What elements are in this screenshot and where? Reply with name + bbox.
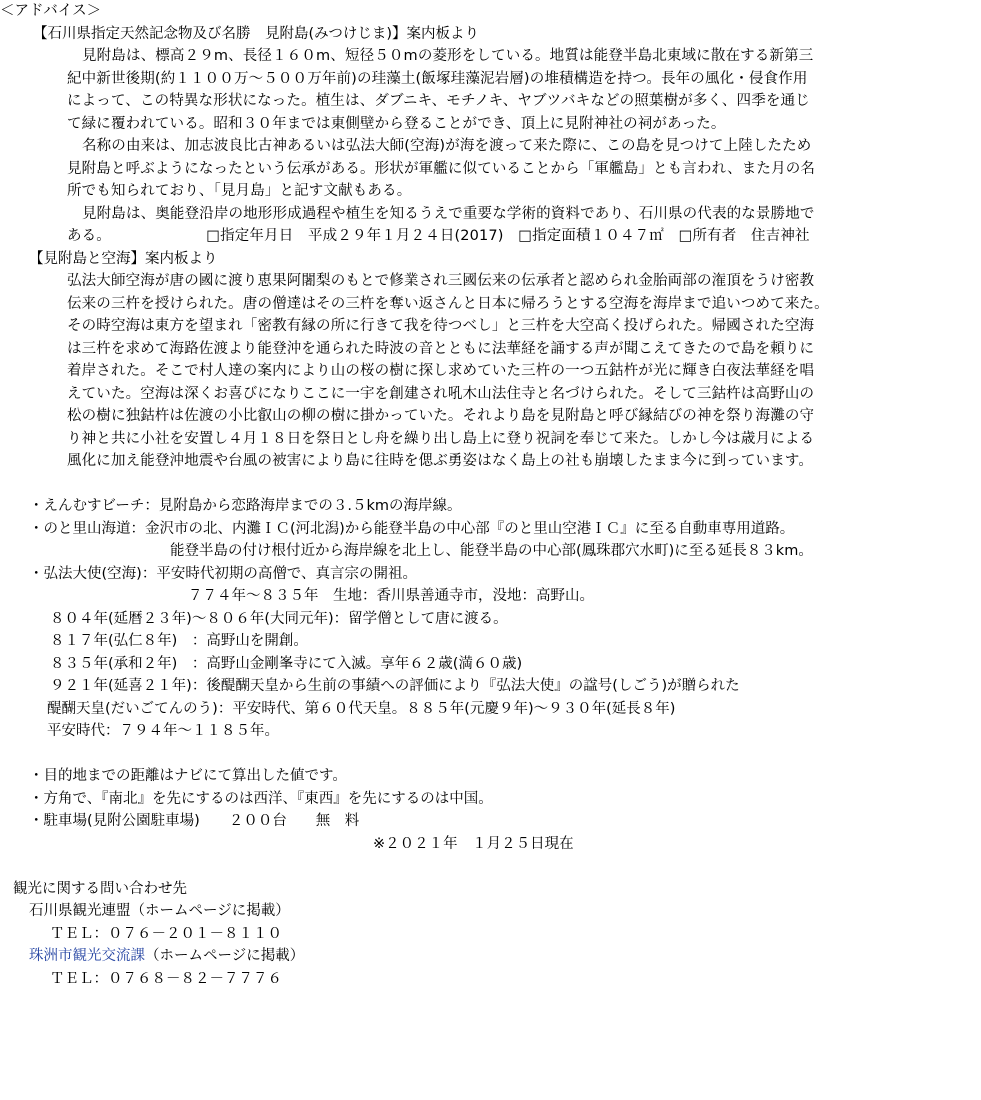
sign1-line: 見附島は、奥能登沿岸の地形形成過程や植生を知るうえで重要な学術的資料であり、石川県の代表的な景勝地で (82, 205, 815, 222)
suzu-tourism-link[interactable]: 珠洲市観光交流課 (29, 948, 145, 964)
info-emperor: 醍醐天皇(だいごてんのう)：平安時代、第６０代天皇。８８５年(元慶９年)～９３０年(延長８年) (47, 700, 676, 717)
info-beach: ・えんむすビーチ：見附島から恋路海岸までの３.５kmの海岸線。 (29, 498, 462, 514)
parking-info: ・駐車場(見附公園駐車場) ２００台 無 料 (29, 813, 360, 829)
contact-org-suffix: （ホームページに掲載） (145, 948, 305, 964)
note-direction: ・方角で、『南北』を先にするのは西洋、『東西』を先にするのは中国。 (29, 790, 493, 807)
contact-org (0, 945, 981, 968)
sign2-line: 松の樹に独鈷杵は佐渡の小比叡山の柳の樹に掛かっていた。それより島を見附島と呼び縁結びの神を祭り海灘の守 (67, 408, 815, 424)
sign2-line: 風化に加え能登沖地震や台風の被害により島に往時を偲ぶ勇姿はなく島上の社も崩壊したまま今に到っています。 (67, 453, 813, 469)
history-item: ９２１年(延喜２１年)：後醍醐天皇から生前の事績への評価により『弘法大使』の諡号(しごう)が贈られた (50, 678, 740, 694)
info-kobo-detail: ７７４年～８３５年 生地：香川県善通寺市，没地：高野山。 (188, 588, 594, 604)
history-item: ８３５年(承和２年) ：高野山金剛峯寺にて入滅。享年６２歳(満６０歳) (50, 655, 523, 672)
contact-tel: ＴＥＬ：０７６８－８２－７７７６ (50, 970, 282, 987)
info-road-detail: 能登半島の付け根付近から海岸線を北上し、能登半島の中心部(鳳珠郡穴水町)に至る延長８３km。 (170, 543, 813, 559)
sign2-title: 【見附島と空海】案内板より (29, 250, 218, 267)
sign2-line: り神と共に小社を安置し４月１８日を祭日とし舟を繰り出し島上に登り祝詞を奉じて来た。しかし今は歳月による (67, 430, 815, 447)
sign2-line: えていた。空海は深くお喜びになりここに一宇を創建され吼木山法住寺と名づけられた。そして三鈷杵は高野山の (67, 385, 815, 402)
sign1-line: て緑に覆われている。昭和３０年までは東側壁から登ることができ、頂上に見附神社の祠があった。 (67, 115, 726, 132)
info-kobo: ・弘法大使(空海)：平安時代初期の高僧で、真言宗の開祖。 (29, 565, 418, 582)
sign1-title: 【石川県指定天然記念物及び名勝 見附島(みつけじま)】案内板より (33, 25, 480, 42)
info-road: ・のと里山海道：金沢市の北、内灘ＩＣ(河北潟)から能登半島の中心部『のと里山空港ＩＣ』に至る自動車専用道路。 (29, 520, 795, 537)
sign1-line: によって、この特異な形状になった。植生は、ダブニキ、モチノキ、ヤブツバキなどの照葉樹が多く、四季を通じ (67, 93, 810, 109)
as-of-date: ※２０２１年 １月２５日現在 (373, 835, 574, 852)
contact-org: 石川県観光連盟（ホームページに掲載） (29, 903, 290, 919)
sign1-line: 見附島と呼ぶようになったという伝承がある。形状が軍艦に似ていることから「軍艦島」とも言われ、また月の名 (67, 160, 816, 177)
history-item: ８１７年(弘仁８年) ：高野山を開創。 (50, 633, 308, 649)
contact-tel: ＴＥＬ：０７６－２０１－８１１０ (50, 925, 282, 942)
sign1-line: 見附島は、標高２９m、長径１６０m、短径５０mの菱形をしている。地質は能登半島北東域に散在する新第三 (82, 48, 814, 64)
sign2-line: 着岸された。そこで村人達の案内により山の桜の樹に探し求めていた三杵の一つ五鈷杵が光に輝き白夜法華経を唱 (67, 363, 815, 379)
info-heian: 平安時代：７９４年～１１８５年。 (47, 723, 279, 739)
note-distance: ・目的地までの距離はナビにて算出した値です。 (29, 768, 347, 784)
advice-heading: ＜アドバイス＞ (0, 3, 102, 19)
sign1-line: ある。 □指定年月日 平成２９年１月２４日(2017) □指定面積１０４７㎡ □所有者 住吉神社 (67, 228, 810, 244)
sign1-line: 所でも知られており、「見月島」と記す文献もある。 (67, 183, 412, 199)
history-item: ８０４年(延暦２３年)～８０６年(大同元年)：留学僧として唐に渡る。 (50, 610, 508, 627)
sign2-line: 弘法大師空海が唐の國に渡り恵果阿闍梨のもとで修業され三國伝来の伝承者と認められ金胎両部の潅頂をうけ密教 (67, 273, 815, 289)
sign1-line: 紀中新世後期(約１１００万～５００万年前)の珪藻土(飯塚珪藻泥岩層)の堆積構造を持つ。長年の風化・侵食作用 (67, 70, 808, 87)
contact-heading: 観光に関する問い合わせ先 (13, 880, 187, 897)
sign2-line: その時空海は東方を望まれ「密教有縁の所に行きて我を待つべし」と三杵を大空高く投げられた。帰國された空海 (67, 318, 815, 334)
sign2-line: 伝来の三杵を授けられた。唐の僧達はその三杵を奪い返さんと日本に帰ろうとする空海を海岸まで追いつめて来た。 (67, 295, 829, 312)
sign2-line: は三杵を求めて海路佐渡より能登沖を通られた時波の音とともに法華経を誦する声が聞こえてきたので島を頼りに (67, 340, 815, 357)
sign1-line: 名称の由来は、加志波良比古神あるいは弘法大師(空海)が海を渡って来た際に、この島を見つけて上陸したため (82, 138, 812, 154)
